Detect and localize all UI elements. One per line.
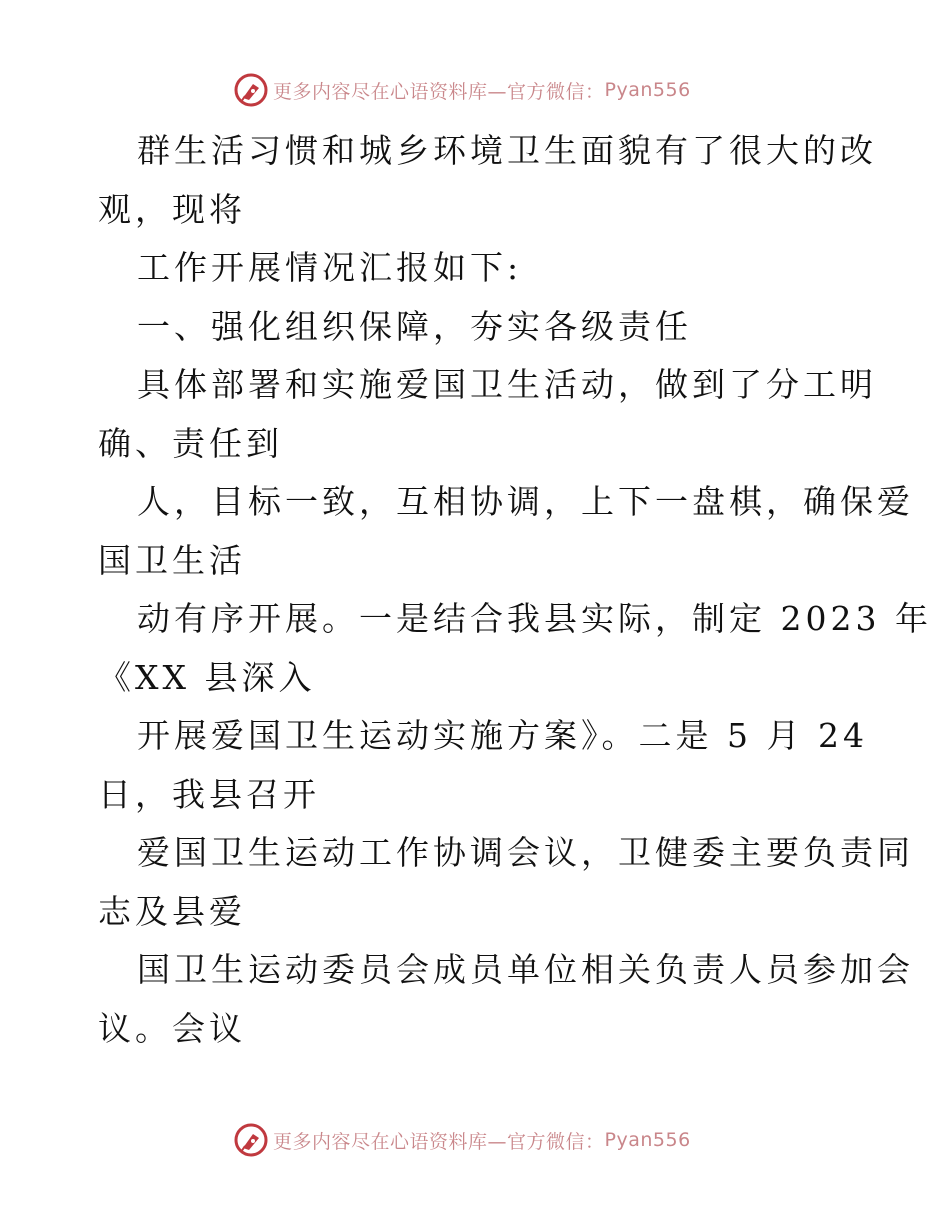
text-line: 国卫生活 [98,540,246,580]
pen-nib-circle-icon [233,1122,269,1158]
text-line: 爱国卫生运动工作协调会议，卫健委主要负责同 [137,833,914,872]
watermark-text: 更多内容尽在心语资料库—官方微信： [273,1130,605,1153]
text-line: 开展爱国卫生运动实施方案》。二是 5 月 24 [137,716,868,755]
watermark-brand: Pyan556 [604,79,691,101]
text-line: 观，现将 [98,189,246,229]
text-line: 日，我县召开 [98,774,320,814]
pen-nib-circle-icon [233,72,269,108]
text-line: 议。会议 [98,1008,246,1048]
header-watermark [233,70,691,110]
text-line: 志及县爱 [98,891,246,931]
text-line: 群生活习惯和城乡环境卫生面貌有了很大的改 [137,131,877,170]
text-line: 确、责任到 [98,423,283,463]
footer-watermark [233,1120,691,1160]
section-heading: 一、强化组织保障，夯实各级责任 [137,306,692,346]
document-body [98,122,932,1058]
text-line: 具体部署和实施爱国卫生活动，做到了分工明 [137,365,877,404]
watermark-brand: Pyan556 [604,1129,691,1151]
text-line: 《XX 县深入 [98,657,316,697]
text-line: 动有序开展。一是结合我县实际，制定 2023 年 [137,599,932,638]
watermark-text: 更多内容尽在心语资料库—官方微信： [273,80,605,103]
text-line: 国卫生运动委员会成员单位相关负责人员参加会 [137,950,914,989]
text-line: 工作开展情况汇报如下: [137,248,523,287]
text-line: 人，目标一致，互相协调，上下一盘棋，确保爱 [137,482,914,521]
